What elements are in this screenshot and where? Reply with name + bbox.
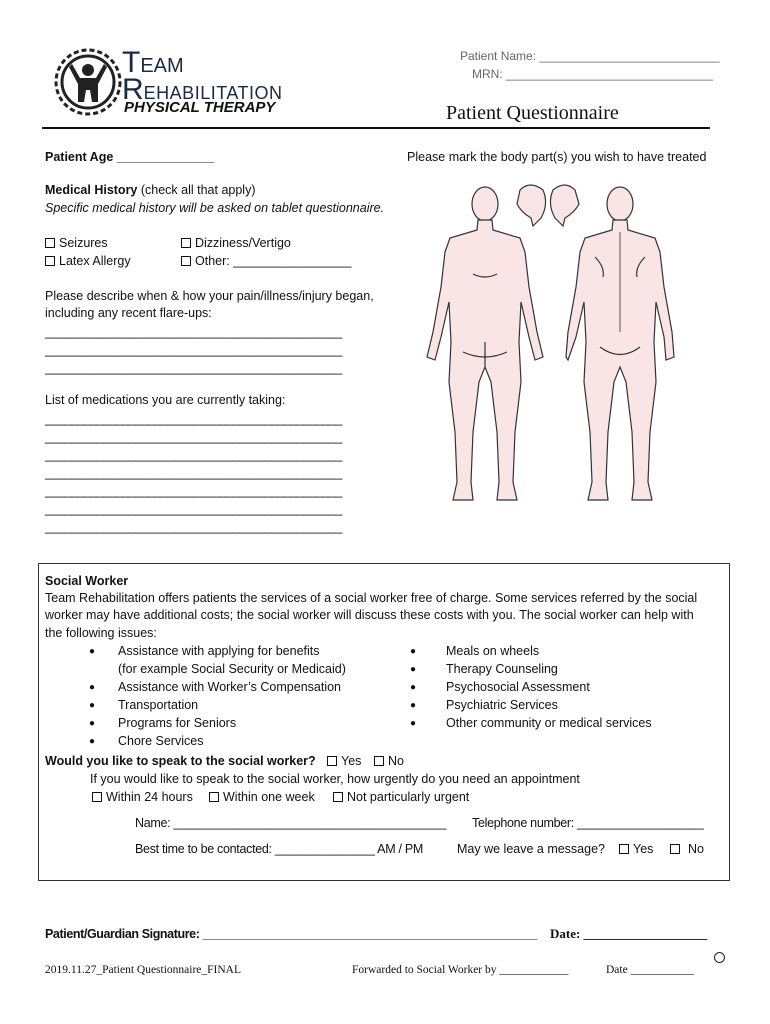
social-paragraph-1: Team Rehabilitation offers patients the services of a social worker free of charge. Some services referred by the social	[45, 591, 698, 605]
checkbox-icon[interactable]	[374, 756, 384, 766]
checkbox-message-yes[interactable]	[619, 842, 653, 856]
bullet-icon: ●	[410, 700, 417, 711]
service-item: Psychiatric Services	[446, 698, 558, 712]
speak-question: Would you like to speak to the social worker?	[45, 754, 316, 768]
service-item: Transportation	[118, 698, 199, 712]
logo-r: R	[122, 73, 144, 106]
service-item: Psychosocial Assessment	[446, 680, 590, 694]
forwarded-field[interactable]: Forwarded to Social Worker by ____________	[352, 964, 569, 976]
social-paragraph-3: the following issues:	[45, 626, 157, 640]
checkbox-latex-allergy[interactable]	[45, 254, 131, 268]
service-item: Chore Services	[118, 734, 204, 748]
service-item: Meals on wheels	[446, 644, 540, 658]
checkbox-within-one-week[interactable]	[209, 790, 315, 804]
medication-line[interactable]: ______________________________________________	[45, 448, 342, 462]
medication-line[interactable]: ______________________________________________	[45, 430, 342, 444]
logo-figure-icon	[52, 46, 124, 118]
checkbox-icon[interactable]	[181, 256, 191, 266]
checkbox-icon[interactable]	[327, 756, 337, 766]
checkbox-label: Latex Allergy	[59, 254, 131, 268]
best-time-field[interactable]: Best time to be contacted: _______________ AM / PM	[135, 842, 423, 856]
bullet-icon: ●	[410, 718, 417, 729]
describe-line-1: Please describe when & how your pain/illness/injury began,	[45, 289, 374, 303]
social-paragraph-2: worker may have additional costs; the social worker will discuss these costs with you. The social worker can help with	[45, 608, 694, 622]
patient-name-field[interactable]: Patient Name: ___________________________	[460, 49, 720, 63]
checkbox-icon[interactable]	[181, 238, 191, 248]
leave-message-question: May we leave a message?	[457, 842, 605, 856]
checkbox-speak-no[interactable]	[374, 754, 404, 768]
medication-line[interactable]: ______________________________________________	[45, 520, 342, 534]
bullet-icon: ●	[410, 664, 417, 675]
urgency-question: If you would like to speak to the social worker, how urgently do you need an appointment	[90, 772, 580, 786]
checkbox-icon[interactable]	[619, 844, 629, 854]
service-item: Other community or medical services	[446, 716, 652, 730]
describe-line-2: including any recent flare-ups:	[45, 306, 212, 320]
page-title: Patient Questionnaire	[446, 102, 619, 124]
head-side-icons	[517, 185, 579, 226]
service-item: Programs for Seniors	[118, 716, 237, 730]
medication-line[interactable]: ______________________________________________	[45, 466, 342, 480]
checkbox-label: Other: _________________	[195, 254, 352, 268]
mrn-field[interactable]: MRN: _______________________________	[472, 67, 713, 81]
medication-line[interactable]: ______________________________________________	[45, 412, 342, 426]
checkbox-icon[interactable]	[92, 792, 102, 802]
checkbox-speak-yes[interactable]	[327, 754, 361, 768]
logo	[52, 46, 312, 118]
service-item: Assistance with Worker’s Compensation	[118, 680, 342, 694]
mh-specific-note: Specific medical history will be asked on tablet questionnaire.	[45, 201, 385, 215]
body-front-icon	[427, 187, 543, 500]
mh-label: Medical History	[45, 183, 138, 197]
forwarded-date-field[interactable]: Date ___________	[606, 964, 694, 976]
logo-eam: EAM	[140, 55, 184, 77]
medication-line[interactable]: ______________________________________________	[45, 502, 342, 516]
describe-answer-line[interactable]: ______________________________________________	[45, 361, 342, 375]
header-rule	[42, 127, 710, 129]
signature-field[interactable]: Patient/Guardian Signature: ___________________________________________________	[45, 927, 537, 941]
mh-note: (check all that apply)	[137, 183, 256, 197]
bullet-icon: ●	[89, 646, 96, 657]
checkbox-icon[interactable]	[209, 792, 219, 802]
checkbox-seizures[interactable]	[45, 236, 108, 250]
logo-physical-therapy: PHYSICAL THERAPY	[124, 99, 276, 116]
checkbox-label: Dizziness/Vertigo	[195, 236, 291, 250]
checkbox-icon[interactable]	[333, 792, 343, 802]
logo-ehab: EHABILITATION	[143, 83, 283, 103]
checkbox-label: Not particularly urgent	[347, 790, 470, 804]
checkbox-message-no[interactable]	[670, 842, 704, 856]
checkbox-label: Seizures	[59, 236, 108, 250]
body-chart-instruction: Please mark the body part(s) you wish to have treated	[407, 150, 707, 164]
signature-date-field[interactable]: Date: ___________________	[550, 926, 708, 941]
bullet-icon: ●	[89, 736, 96, 747]
radio-circle-icon[interactable]	[714, 952, 725, 963]
service-item: Assistance with applying for benefits	[118, 644, 320, 658]
checkbox-label: Within 24 hours	[106, 790, 193, 804]
checkbox-within-24-hours[interactable]	[92, 790, 193, 804]
describe-answer-line[interactable]: ______________________________________________	[45, 343, 342, 357]
bullet-icon: ●	[89, 700, 96, 711]
medication-line[interactable]: ______________________________________________	[45, 484, 342, 498]
social-worker-heading: Social Worker	[45, 574, 129, 588]
checkbox-icon[interactable]	[670, 844, 680, 854]
bullet-icon: ●	[89, 718, 96, 729]
document-id: 2019.11.27_Patient Questionnaire_FINAL	[45, 964, 242, 976]
bullet-icon: ●	[410, 682, 417, 693]
checkbox-icon[interactable]	[45, 238, 55, 248]
bullet-icon: ●	[410, 646, 417, 657]
body-back-icon	[566, 187, 674, 500]
name-field[interactable]: Name: _________________________________________	[135, 816, 447, 830]
checkbox-not-urgent[interactable]	[333, 790, 469, 804]
logo-t: T	[122, 46, 141, 79]
describe-answer-line[interactable]: ______________________________________________	[45, 325, 342, 339]
checkbox-icon[interactable]	[45, 256, 55, 266]
bullet-icon: ●	[89, 682, 96, 693]
checkbox-label: No	[688, 842, 704, 856]
checkbox-label: Yes	[633, 842, 654, 856]
checkbox-label: Within one week	[223, 790, 315, 804]
service-item: Therapy Counseling	[446, 662, 558, 676]
medications-label: List of medications you are currently taking:	[45, 393, 286, 407]
medical-history-heading	[45, 183, 256, 197]
checkbox-other[interactable]	[181, 254, 351, 268]
patient-age-field[interactable]: Patient Age ______________	[45, 150, 215, 164]
body-diagram[interactable]	[425, 182, 675, 518]
service-item-note: (for example Social Security or Medicaid)	[118, 662, 346, 676]
checkbox-label: No	[388, 754, 404, 768]
checkbox-label: Yes	[341, 754, 362, 768]
telephone-field[interactable]: Telephone number: ___________________	[472, 816, 704, 830]
checkbox-dizziness[interactable]	[181, 236, 291, 250]
